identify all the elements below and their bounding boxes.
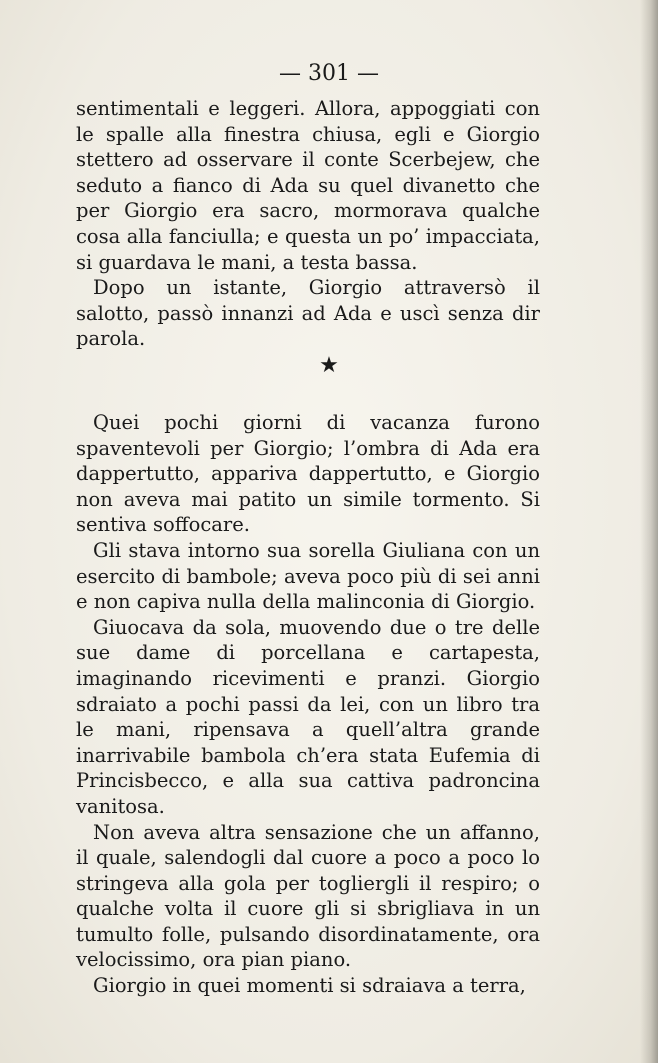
paragraph: sentimentali e leggeri. Allora, appoggiati con le spalle alla finestra chiusa, egli e Giorgio stettero ad osservare il conte Scerbejew, che seduto a fianco di Ada su quel divanetto che per Giorgio era sacro, mormorava qualche cosa alla fanciulla; e questa un po’ impacciata, si guardava le mani, a testa bassa. bbox=[76, 97, 540, 274]
paragraph: Quei pochi giorni di vacanza furono spaventevoli per Giorgio; l’ombra di Ada era dappertutto, appariva dappertutto, e Giorgio non aveva mai patito un simile tormento. Si sentiva soffocare. bbox=[76, 411, 540, 537]
section-break-star: ★ bbox=[319, 353, 339, 378]
paragraph: Non aveva altra sensazione che un affanno, il quale, salendogli dal cuore a poco a poco lo stringeva alla gola per togliergli il respiro; o qualche volta il cuore gli si sbrigliava in un tumulto folle, pulsando disordinatamente, ora velocissimo, ora pian piano. bbox=[76, 820, 540, 972]
text-block-top bbox=[76, 96, 540, 352]
paragraph: Dopo un istante, Giorgio attraversò il salotto, passò innanzi ad Ada e uscì senza dir parola. bbox=[76, 276, 540, 351]
paragraph: Giorgio in quei momenti si sdraiava a terra, bbox=[93, 974, 526, 998]
paragraph: Giuocava da sola, muovendo due o tre delle sue dame di porcellana e cartapesta, imaginando ricevimenti e pranzi. Giorgio sdraiato a pochi passi da lei, con un libro tra le mani, ripensava a quell’altra grande inarrivabile bambola ch’era stata Eufemia di Princisbecco, e alla sua cattiva padroncina vanitosa. bbox=[76, 615, 540, 818]
paragraph: Gli stava intorno sua sorella Giuliana con un esercito di bambole; aveva poco più di sei anni e non capiva nulla della malinconia di Giorgio. bbox=[76, 538, 540, 614]
text-block-bottom bbox=[76, 410, 540, 999]
page-number: — 301 — bbox=[279, 61, 379, 86]
page-edge-shadow bbox=[640, 0, 658, 1063]
